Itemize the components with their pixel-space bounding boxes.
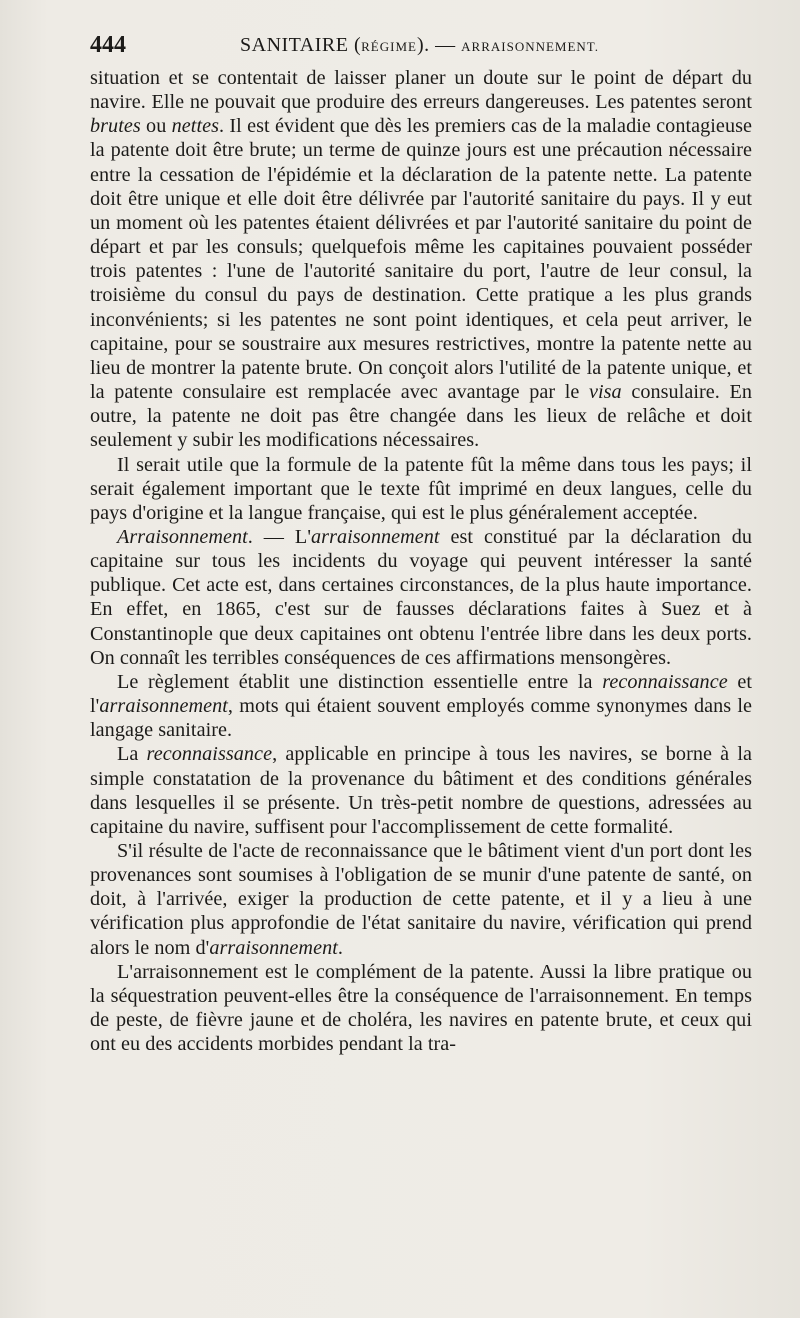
paragraph-2: Il serait utile que la formule de la patente fût la même dans tous les pays; il serait également important que le texte fût imprimé en deux langues, celle du pays d'origine et la langue française, qui est le plus généralement acceptée. (90, 453, 752, 524)
body-text (90, 66, 752, 1056)
page-number: 444 (90, 32, 126, 58)
running-head-subtitle: RÉGIME (361, 39, 417, 54)
paragraph-1: situation et se contentait de laisser planer un doute sur le point de départ du navire. Elle ne pouvait que produire des erreurs dangereuses. Les patentes seront brutes ou nettes. Il est évident que dès les premiers cas de la maladie contagieuse la patente doit être brute; un terme de quinze jours est une précaution nécessaire entre la cessation de l'épidémie et la déclaration de la patente nette. La patente doit être unique et elle doit être délivrée par l'autorité sanitaire du pays. Il y eut un moment où les patentes étaient délivrées et par l'autorité sanitaire du point de départ et par les consuls; quelquefois même les capitaines pouvaient posséder trois patentes : l'une de l'autorité sanitaire du port, l'autre de leur consul, la troisième du consul du pays de destination. Cette pratique a les plus grands inconvénients; si les patentes ne sont point identiques, et cela peut arriver, le capitaine, pour se soustraire aux mesures restrictives, montre la patente nette au lieu de montrer la patente brute. On conçoit alors l'utilité de la patente unique, et la patente consulaire est remplacée avec avantage par le visa consulaire. En outre, la patente ne doit pas être changée dans les lieux de relâche et doit seulement y subir les modifications nécessaires. (90, 67, 752, 452)
paragraph-5: La reconnaissance, applicable en principe à tous les navires, se borne à la simple constatation de la provenance du bâtiment et des conditions générales dans lesquelles il se présente. Un très-petit nombre de questions, adressées au capitaine du navire, suffisent pour l'accomplissement de cette formalité. (90, 743, 752, 838)
paragraph-7: L'arraisonnement est le complément de la patente. Aussi la libre pratique ou la séquestration peuvent-elles être la conséquence de l'arraisonnement. En temps de peste, de fièvre jaune et de choléra, les navires en patente brute, et ceux qui ont eu des accidents morbides pendant la tra- (90, 960, 752, 1056)
paragraph-4: Le règlement établit une distinction essentielle entre la reconnaissance et l'arraisonnement, mots qui étaient souvent employés comme synonymes dans le langage sanitaire. (90, 670, 752, 742)
paragraph-3-arraisonnement: Arraisonnement. — L'arraisonnement est constitué par la déclaration du capitaine sur tous les incidents du voyage qui peuvent intéresser la santé publique. Cet acte est, dans certaines circonstances, de la plus haute importance. En effet, en 1865, c'est sur de fausses déclarations faites à Suez et à Constantinople que deux capitaines ont obtenu l'entrée libre dans les deux ports. On connaît les terribles conséquences de ces affirmations mensongères. (90, 525, 752, 669)
paragraph-6: S'il résulte de l'acte de reconnaissance que le bâtiment vient d'un port dont les provenances sont soumises à l'obligation de se munir d'une patente de santé, on doit, à l'arrivée, exiger la production de cette patente, et il y a lieu à une vérification plus approfondie de l'état sanitaire du navire, vérification qui prend alors le nom d'arraisonnement. (90, 840, 752, 959)
section-heading: Arraisonnement (117, 525, 248, 548)
running-head-section: ARRAISONNEMENT. (461, 39, 600, 54)
running-head-title: SANITAIRE (240, 34, 349, 56)
page-header (90, 32, 750, 62)
running-head: SANITAIRE (RÉGIME). — ARRAISONNEMENT. (240, 34, 600, 56)
